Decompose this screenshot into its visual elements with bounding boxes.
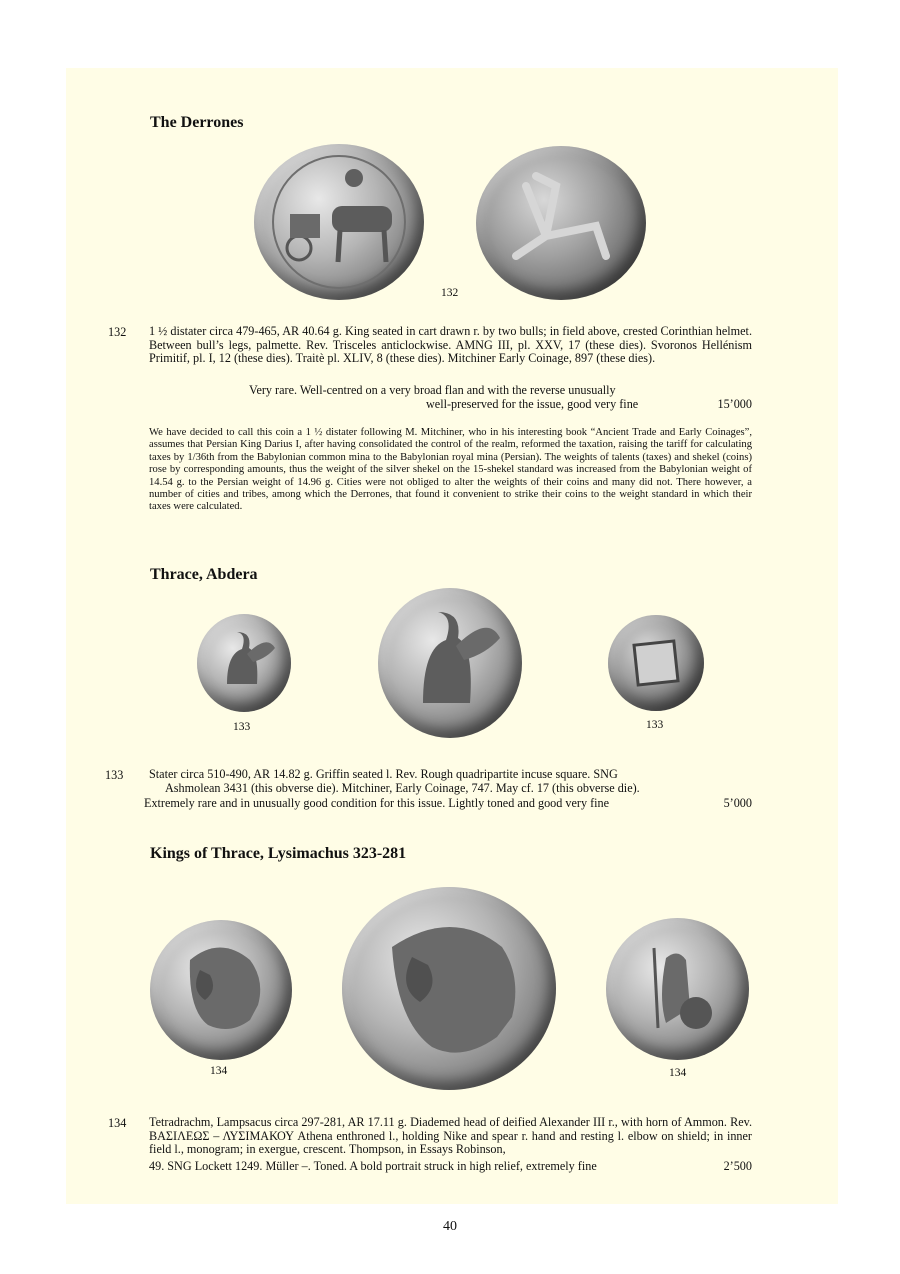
coin-134-obverse-enlarged-image [342, 887, 556, 1090]
page-number: 40 [443, 1219, 457, 1234]
coin-133-obverse-image [197, 614, 291, 712]
lot-estimate: 2’500 [723, 1159, 752, 1173]
incuse-square-motif [608, 615, 704, 711]
alexander-head-motif [342, 887, 556, 1090]
coin-133-obverse-enlarged-image [378, 588, 522, 738]
griffin-motif [378, 588, 522, 738]
coin-134-reverse-image [606, 918, 749, 1060]
lot-number: 132 [108, 325, 127, 339]
coin-132-reverse-image [476, 146, 646, 300]
lot-estimate: 5’000 [723, 796, 752, 810]
lot-note: We have decided to call this coin a 1 ½ distater following M. Mitchiner, who in his interesting book “Ancient Trade and Early Coinages”, assumes that Persian King Darius I, after having consolidated the control of the realm, reformed the taxation, raising the tariff for calculating taxes by 1/36th from the Babylonian common mina to the Babylonian royal mina (Persian). The weights of talents (taxes) and shekel (coins) rose by corresponding amounts, thus the weight of the silver shekel on the 15-shekel standard was increased from the Babylonian weight of 14.54 g. to the Persian weight of 14.96 g. Cities were not obliged to alter the weights of their coins and many did not. There however, a number of cities and tribes, among which the Derrones, that found it convenient to strike their coins to the weight standard in which their taxes were calculated. [149, 427, 752, 513]
coin-caption: 133 [646, 719, 664, 731]
athena-enthroned-motif [606, 918, 749, 1060]
lot-condition: well-preserved for the issue, good very fine [426, 397, 639, 411]
lot-number: 133 [105, 768, 124, 782]
lot-description: Stater circa 510-490, AR 14.82 g. Griffin seated l. Rev. Rough quadripartite incuse square. SNG [149, 767, 618, 781]
section-heading-lysimachus: Kings of Thrace, Lysimachus 323-281 [150, 845, 407, 862]
coin-caption: 133 [233, 721, 251, 733]
coin-caption: 134 [210, 1065, 228, 1077]
trisceles-motif [476, 146, 646, 300]
section-heading-abdera: Thrace, Abdera [150, 566, 258, 583]
lot-number: 134 [108, 1116, 127, 1130]
lot-condition: Very rare. Well-centred on a very broad flan and with the reverse unusually [249, 383, 616, 397]
alexander-head-motif [150, 920, 292, 1060]
coin-caption: 134 [669, 1067, 687, 1079]
lot-description: 49. SNG Lockett 1249. Müller –. Toned. A bold portrait struck in high relief, extremely fine [149, 1159, 597, 1173]
section-heading-derrones: The Derrones [150, 114, 244, 131]
lot-estimate: 15’000 [717, 397, 752, 411]
lot-condition: Extremely rare and in unusually good condition for this issue. Lightly toned and good very fine [144, 796, 610, 810]
coin-caption: 132 [441, 287, 459, 299]
coin-134-obverse-image [150, 920, 292, 1060]
lot-description: Tetradrachm, Lampsacus circa 297-281, AR 17.11 g. Diademed head of deified Alexander III r., with horn of Ammon. Rev. ΒΑΣΙΛΕΩΣ – ΛΥΣΙΜΑΚΟΥ Athena enthroned l., holding Nike and spear r. hand and resting l. elbow on shield; in inner field l., monogram; in exergue, crescent. Thompson, in Essays Robinson, [149, 1115, 752, 1157]
coin-133-reverse-image [608, 615, 704, 711]
bull-cart-motif [254, 144, 424, 300]
lot-description: Ashmolean 3431 (this obverse die). Mitchiner, Early Coinage, 747. May cf. 17 (this obverse die). [165, 781, 640, 795]
griffin-motif [197, 614, 291, 712]
coin-132-obverse-image [254, 144, 424, 300]
lot-description: 1 ½ distater circa 479-465, AR 40.64 g. King seated in cart drawn r. by two bulls; in field above, crested Corinthian helmet. Between bull’s legs, palmette. Rev. Trisceles anticlockwise. AMNG III, pl. XXV, 17 (these dies). Svoronos Hellénism Primitif, pl. I, 12 (these dies). Traitè pl. XLIV, 8 (these dies). Mitchiner Early Coinage, 897 (these dies). [149, 324, 752, 366]
